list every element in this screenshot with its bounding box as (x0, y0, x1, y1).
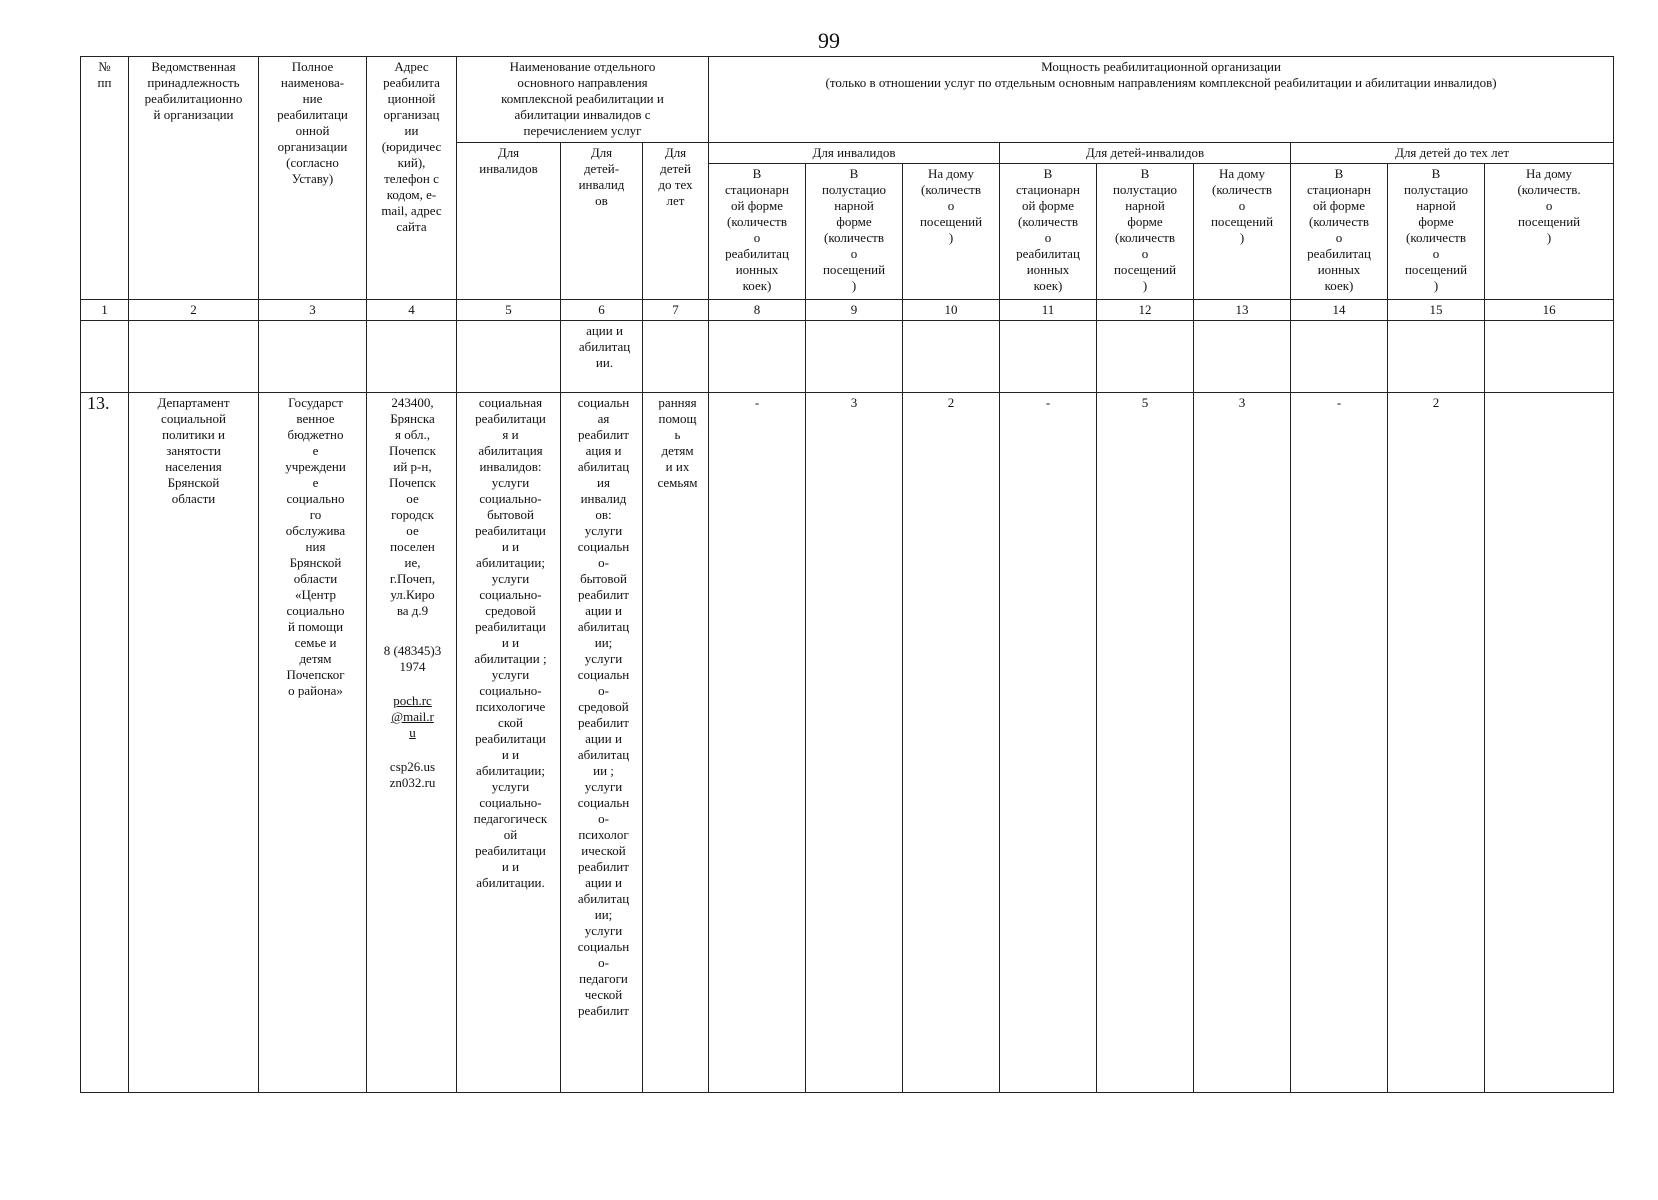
header-home-10: На дому (количеств о посещений ) (903, 164, 1000, 300)
header-semistationary-15: В полустацио нарной форме (количеств о посещений ) (1388, 164, 1485, 300)
services-for-invalids: социальная реабилитаци я и абилитация инвалидов: услуги социально- бытовой реабилитаци и и абилитации; услуги социально- средовой реабилитаци и и абилитации ; услуги социально- психологиче ской реабилитаци и и абилитации; услуги социально- педагогическ ой реабилитаци и и абилитации. (457, 393, 561, 1093)
header-semistationary-12: В полустацио нарной форме (количеств о посещений ) (1097, 164, 1194, 300)
header-home-13: На дому (количеств о посещений ) (1194, 164, 1291, 300)
value-col-15: 2 (1388, 393, 1485, 1093)
header-address: Адрес реабилита ционной организац ии (юридичес кий), телефон с кодом, e- mail, адрес сайта (367, 57, 457, 300)
organization-website: csp26.us zn032.ru (389, 759, 436, 790)
header-semistationary-9: В полустацио нарной форме (количеств о посещений ) (806, 164, 903, 300)
value-col-9: 3 (806, 393, 903, 1093)
col-num-14: 14 (1291, 300, 1388, 321)
page-number: 99 (818, 28, 840, 53)
header-stationary-11: В стационарн ой форме (количеств о реабилитац ионных коек) (1000, 164, 1097, 300)
organization-phone: 8 (48345)3 1974 (383, 643, 442, 674)
value-col-13: 3 (1194, 393, 1291, 1093)
services-for-children-3: ранняя помощ ь детям и их семьям (643, 393, 709, 1093)
table-row-continuation (81, 321, 1614, 393)
col-num-2: 2 (129, 300, 259, 321)
header-stationary-14: В стационарн ой форме (количеств о реабилитац ионных коек) (1291, 164, 1388, 300)
header-stationary-8: В стационарн ой форме (количеств о реабилитац ионных коек) (709, 164, 806, 300)
header-group-invalids: Для инвалидов (709, 143, 1000, 164)
col-num-9: 9 (806, 300, 903, 321)
header-for-children-invalids: Для детей- инвалид ов (561, 143, 643, 300)
value-col-11: - (1000, 393, 1097, 1093)
header-for-invalids: Для инвалидов (457, 143, 561, 300)
organization-full-name: Государст венное бюджетно е учреждени е социально го обслужива ния Брянской области «Центр социально й помощи семье и детям Почепског о района» (259, 393, 367, 1093)
rehabilitation-organizations-table (80, 56, 1614, 1093)
col-num-13: 13 (1194, 300, 1291, 321)
value-col-16 (1485, 393, 1614, 1093)
value-col-12: 5 (1097, 393, 1194, 1093)
value-col-10: 2 (903, 393, 1000, 1093)
col-num-16: 16 (1485, 300, 1614, 321)
col-num-11: 11 (1000, 300, 1097, 321)
organization-email-link[interactable]: poch.rc @mail.r u (391, 693, 434, 740)
col-num-4: 4 (367, 300, 457, 321)
department-name: Департамент социальной политики и занятости населения Брянской области (129, 393, 259, 1093)
col-num-8: 8 (709, 300, 806, 321)
col-num-7: 7 (643, 300, 709, 321)
organization-address: 243400, Брянска я обл., Почепск ий р-н, Почепск ое городск ое поселен ие, г.Почеп, ул.Киро ва д.9 (389, 395, 436, 618)
header-capacity-group: Мощность реабилитационной организации (только в отношении услуг по отдельным основным направлениям комплексной реабилитации и абилитации инвалидов) (709, 57, 1614, 143)
header-group-children-invalids: Для детей-инвалидов (1000, 143, 1291, 164)
row-number: 13. (81, 393, 129, 1093)
header-directions-group: Наименование отдельного основного направления комплексной реабилитации и абилитации инвалидов с перечислением услуг (457, 57, 709, 143)
col-num-3: 3 (259, 300, 367, 321)
organization-address-cell (367, 393, 457, 1093)
col-num-12: 12 (1097, 300, 1194, 321)
col-num-15: 15 (1388, 300, 1485, 321)
continuation-fragment: ации и абилитац ии. (561, 321, 643, 393)
col-num-5: 5 (457, 300, 561, 321)
header-number: № пп (81, 57, 129, 300)
header-home-16: На дому (количеств. о посещений ) (1485, 164, 1614, 300)
services-for-children-invalids: социальн ая реабилит ация и абилитац ия инвалид ов: услуги социальн о- бытовой реабилит ации и абилитац ии; услуги социальн о- средовой реабилит ации и абилитац ии ; услуги социальн о- психолог ической реабилит ации и абилитац ии; услуги социальн о- педагоги ческой реабилит (561, 393, 643, 1093)
value-col-14: - (1291, 393, 1388, 1093)
col-num-10: 10 (903, 300, 1000, 321)
header-group-children-3: Для детей до тех лет (1291, 143, 1614, 164)
table-row (81, 393, 1614, 1093)
col-num-6: 6 (561, 300, 643, 321)
header-affiliation: Ведомственная принадлежность реабилитационно й организации (129, 57, 259, 300)
value-col-8: - (709, 393, 806, 1093)
col-num-1: 1 (81, 300, 129, 321)
header-full-name: Полное наименова- ние реабилитаци онной организации (согласно Уставу) (259, 57, 367, 300)
header-for-children-3: Для детей до тех лет (643, 143, 709, 300)
